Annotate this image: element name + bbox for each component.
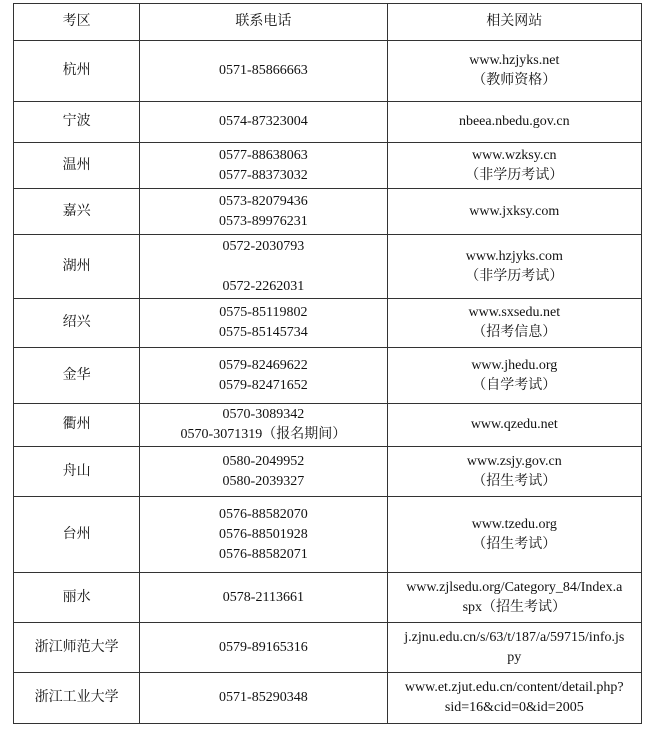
website-url: www.et.zjut.edu.cn/content/detail.php? xyxy=(404,680,624,695)
phone-number: 0572-2030793 xyxy=(222,238,305,254)
website-note: spx（招生考试） xyxy=(462,599,567,615)
region-cell: 浙江师范大学 xyxy=(14,623,140,673)
site-cell xyxy=(387,497,641,573)
phone-number xyxy=(142,257,384,277)
phone-number: 0572-2262031 xyxy=(222,278,305,294)
website-note: （非学历考试） xyxy=(465,167,564,183)
phone-cell xyxy=(140,497,387,573)
site-cell xyxy=(387,102,641,143)
phone-number: 0577-88638063 xyxy=(219,147,308,163)
site-cell xyxy=(387,189,641,235)
table-row xyxy=(14,41,642,102)
website-note: （教师资格） xyxy=(472,73,557,88)
region-cell: 温州 xyxy=(14,143,140,189)
website-note: sid=16&cid=0&id=2005 xyxy=(444,700,584,715)
website-url: j.zjnu.edu.cn/s/63/t/187/a/59715/info.js xyxy=(404,629,625,645)
table-row xyxy=(14,235,642,299)
phone-cell xyxy=(140,573,387,623)
website-url: www.wzksy.cn xyxy=(472,147,557,163)
phone-number: 0577-88373032 xyxy=(219,167,308,183)
site-cell xyxy=(387,573,641,623)
phone-cell xyxy=(140,41,387,102)
header-phone: 联系电话 xyxy=(140,4,387,41)
site-cell xyxy=(387,348,641,404)
phone-number: 0573-89976231 xyxy=(219,213,308,229)
site-cell xyxy=(387,673,641,724)
phone-cell xyxy=(140,447,387,497)
website-url: www.hzjyks.com xyxy=(465,248,563,264)
phone-cell xyxy=(140,189,387,235)
table-row xyxy=(14,497,642,573)
website-url: www.qzedu.net xyxy=(470,417,558,432)
site-cell xyxy=(387,623,641,673)
region-cell: 绍兴 xyxy=(14,299,140,348)
phone-number: 0576-88582071 xyxy=(219,546,308,562)
site-cell xyxy=(387,299,641,348)
header-region: 考区 xyxy=(14,4,140,41)
table-row xyxy=(14,299,642,348)
table-row xyxy=(14,447,642,497)
table-row xyxy=(14,143,642,189)
phone-number: 0570-3071319（报名期间） xyxy=(180,427,347,442)
phone-cell xyxy=(140,143,387,189)
website-url: nbeea.nbedu.gov.cn xyxy=(458,114,570,129)
website-url: www.jxksy.com xyxy=(469,203,560,219)
phone-number: 0578-2113661 xyxy=(222,589,304,605)
website-url: www.tzedu.org xyxy=(471,516,557,532)
phone-number: 0579-82471652 xyxy=(219,377,308,393)
website-url: www.zjlsedu.org/Category_84/Index.a xyxy=(406,579,623,595)
website-note: （招生考试） xyxy=(472,473,557,489)
website-url: www.zsjy.gov.cn xyxy=(466,453,562,469)
phone-number: 0573-82079436 xyxy=(219,193,308,209)
region-cell: 舟山 xyxy=(14,447,140,497)
region-cell: 杭州 xyxy=(14,41,140,102)
website-url: www.sxsedu.net xyxy=(468,305,561,320)
phone-number: 0580-2049952 xyxy=(222,453,305,469)
region-cell: 丽水 xyxy=(14,573,140,623)
table-row xyxy=(14,189,642,235)
region-cell: 嘉兴 xyxy=(14,189,140,235)
region-cell: 湖州 xyxy=(14,235,140,299)
region-cell: 宁波 xyxy=(14,102,140,143)
phone-number: 0575-85145734 xyxy=(219,325,308,340)
table-row xyxy=(14,573,642,623)
phone-number: 0580-2039327 xyxy=(222,473,305,489)
phone-cell xyxy=(140,299,387,348)
site-cell xyxy=(387,41,641,102)
table-row xyxy=(14,348,642,404)
phone-number: 0576-88582070 xyxy=(219,506,308,522)
region-cell: 台州 xyxy=(14,497,140,573)
table-row xyxy=(14,623,642,673)
site-cell xyxy=(387,143,641,189)
site-cell xyxy=(387,235,641,299)
website-note: （自学考试） xyxy=(472,377,557,393)
phone-number: 0579-89165316 xyxy=(219,639,308,655)
website-note: （招考信息） xyxy=(472,325,557,340)
phone-number: 0576-88501928 xyxy=(219,526,308,542)
phone-cell xyxy=(140,404,387,447)
phone-cell xyxy=(140,235,387,299)
table-body xyxy=(14,41,642,724)
website-note: （非学历考试） xyxy=(465,268,564,284)
region-cell: 衢州 xyxy=(14,404,140,447)
phone-cell xyxy=(140,348,387,404)
phone-number: 0574-87323004 xyxy=(219,114,308,129)
header-row xyxy=(14,4,642,41)
region-cell: 金华 xyxy=(14,348,140,404)
phone-number: 0575-85119802 xyxy=(219,305,308,320)
phone-cell xyxy=(140,623,387,673)
website-url: www.hzjyks.net xyxy=(469,53,560,68)
website-url: www.jhedu.org xyxy=(471,357,558,373)
site-cell xyxy=(387,404,641,447)
table-row xyxy=(14,673,642,724)
site-cell xyxy=(387,447,641,497)
phone-number: 0571-85866663 xyxy=(219,63,308,78)
phone-number: 0579-82469622 xyxy=(219,357,308,373)
phone-number: 0570-3089342 xyxy=(222,407,305,422)
table-row xyxy=(14,102,642,143)
table-row xyxy=(14,404,642,447)
region-cell: 浙江工业大学 xyxy=(14,673,140,724)
phone-cell xyxy=(140,673,387,724)
website-note: （招生考试） xyxy=(472,536,557,552)
phone-number: 0571-85290348 xyxy=(219,690,308,705)
header-site: 相关网站 xyxy=(387,4,641,41)
phone-cell xyxy=(140,102,387,143)
website-note: py xyxy=(507,649,522,665)
contact-table xyxy=(13,3,642,724)
